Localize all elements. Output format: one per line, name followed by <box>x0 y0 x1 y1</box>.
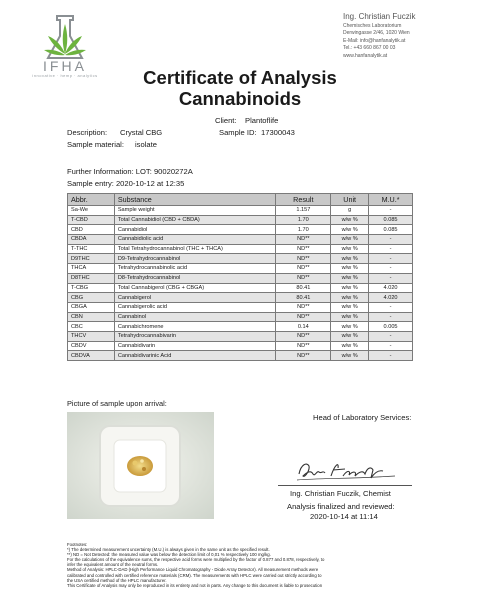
table-row <box>68 351 413 361</box>
abbr-cell: CBG <box>68 293 115 303</box>
unit-cell: g <box>331 206 369 216</box>
footnote-line: the USA certified method of the HPLC manufacturer. <box>67 577 167 583</box>
unit-cell: w/w % <box>331 215 369 225</box>
abbr-cell: CBDA <box>68 235 115 245</box>
substance-cell: Cannabigerolic acid <box>114 302 276 312</box>
table-row <box>68 215 413 225</box>
unit-cell: w/w % <box>331 244 369 254</box>
mu-cell: - <box>369 264 413 274</box>
mu-cell: - <box>369 206 413 216</box>
result-cell: ND** <box>276 273 331 283</box>
abbr-cell: THCA <box>68 264 115 274</box>
substance-cell: D8-Tetrahydrocannabinol <box>114 273 276 283</box>
footnote-line: Method of Analysis: HPLC-DAD (High Performance Liquid Chromatography - Diode Array Detector). All measurement methods were <box>67 567 319 573</box>
substance-cell: Cannabigerol <box>114 293 276 303</box>
result-cell: ND** <box>276 254 331 264</box>
substance-cell: Cannabidiolic acid <box>114 235 276 245</box>
unit-cell: w/w % <box>331 293 369 303</box>
result-cell: ND** <box>276 351 331 361</box>
abbr-cell: CBC <box>68 322 115 332</box>
table-row <box>68 273 413 283</box>
finalized-label: Analysis finalized and reviewed: <box>287 502 395 511</box>
abbr-cell: Sa-We <box>68 206 115 216</box>
head-of-lab-label: Head of Laboratory Services: <box>313 413 412 422</box>
description-value: Crystal CBG <box>120 128 163 137</box>
unit-cell: w/w % <box>331 322 369 332</box>
table-row <box>68 206 413 216</box>
unit-cell: w/w % <box>331 331 369 341</box>
client-label: Client: <box>215 116 237 125</box>
unit-cell: w/w % <box>331 273 369 283</box>
mu-cell: 0.085 <box>369 215 413 225</box>
mu-cell: - <box>369 302 413 312</box>
result-cell: 1.70 <box>276 215 331 225</box>
column-header: Abbr. <box>68 194 115 206</box>
result-cell: 1.157 <box>276 206 331 216</box>
mu-cell: 0.085 <box>369 225 413 235</box>
signature-line <box>278 485 412 486</box>
substance-cell: Cannabinol <box>114 312 276 322</box>
sample-entry: Sample entry: 2020-10-12 at 12:35 <box>67 179 185 188</box>
unit-cell: w/w % <box>331 283 369 293</box>
unit-cell: w/w % <box>331 341 369 351</box>
mu-cell: - <box>369 351 413 361</box>
mu-cell: - <box>369 273 413 283</box>
abbr-cell: CBD <box>68 225 115 235</box>
lab-line: Chemisches Laboratorium <box>343 23 402 29</box>
substance-cell: Cannabidiol <box>114 225 276 235</box>
document-subtitle: Cannabinoids <box>178 88 302 109</box>
table-row <box>68 264 413 274</box>
signer-name: Ing. Christian Fuczik, Chemist <box>290 489 391 498</box>
further-information: Further Information: LOT: 90020272A <box>67 167 193 176</box>
abbr-cell: THCV <box>68 331 115 341</box>
result-cell: ND** <box>276 341 331 351</box>
result-cell: 80.41 <box>276 293 331 303</box>
table-row <box>68 302 413 312</box>
logo-tagline: innovative · hemp · analytics <box>32 73 98 78</box>
result-cell: 1.70 <box>276 225 331 235</box>
lab-line: Tel.: +43 660 867 00 03 <box>343 45 396 52</box>
table-header-row <box>68 194 413 206</box>
abbr-cell: CBN <box>68 312 115 322</box>
abbr-cell: D9THC <box>68 254 115 264</box>
substance-cell: Total Cannabidiol (CBD + CBDA) <box>114 215 276 225</box>
results-table <box>67 193 413 361</box>
result-cell: 0.14 <box>276 322 331 332</box>
footnotes <box>67 542 417 588</box>
result-cell: ND** <box>276 331 331 341</box>
abbr-cell: T-THC <box>68 244 115 254</box>
substance-cell: Cannabichromene <box>114 322 276 332</box>
signature-icon <box>291 456 401 484</box>
lab-line: Derwingasse 2/46, 1020 Wien <box>343 30 410 37</box>
mu-cell: - <box>369 312 413 322</box>
description-label: Description: <box>67 128 108 137</box>
mu-cell: 4.020 <box>369 293 413 303</box>
document-title: Certificate of Analysis <box>143 67 337 88</box>
table-row <box>68 293 413 303</box>
picture-label: Picture of sample upon arrival: <box>67 399 167 408</box>
table-row <box>68 225 413 235</box>
substance-cell: Sample weight <box>114 206 276 216</box>
abbr-cell: D8THC <box>68 273 115 283</box>
substance-cell: D9-Tetrahydrocannabinol <box>114 254 276 264</box>
abbr-cell: T-CBG <box>68 283 115 293</box>
result-cell: ND** <box>276 312 331 322</box>
table-row <box>68 283 413 293</box>
substance-cell: Cannabidivarin <box>114 341 276 351</box>
abbr-cell: CBGA <box>68 302 115 312</box>
sample-id-label: Sample ID: <box>219 128 257 137</box>
unit-cell: w/w % <box>331 235 369 245</box>
column-header: M.U.* <box>369 194 413 206</box>
footnote-line: *) The determined measurement uncertainty (M.U.) is always given in the same unit as the specified result. <box>67 547 270 553</box>
substance-cell: Total Tetrahydrocannabinol (THC + THCA) <box>114 244 276 254</box>
result-cell: ND** <box>276 244 331 254</box>
unit-cell: w/w % <box>331 254 369 264</box>
unit-cell: w/w % <box>331 225 369 235</box>
mu-cell: 4.020 <box>369 283 413 293</box>
unit-cell: w/w % <box>331 312 369 322</box>
sample-id-value: 17300043 <box>261 128 295 137</box>
sample-material-label: Sample material: <box>67 140 124 149</box>
sample-photo <box>67 412 214 519</box>
abbr-cell: T-CBD <box>68 215 115 225</box>
mu-cell: - <box>369 331 413 341</box>
mu-cell: - <box>369 254 413 264</box>
column-header: Substance <box>114 194 276 206</box>
mu-cell: 0.005 <box>369 322 413 332</box>
client-value: Plantoflife <box>245 116 279 125</box>
logo-name: IFHA <box>43 58 87 74</box>
abbr-cell: CBDV <box>68 341 115 351</box>
lab-line: www.hanfanalytik.at <box>343 52 388 59</box>
substance-cell: Tetrahydrocannabinolic acid <box>114 264 276 274</box>
substance-cell: Tetrahydrocannabivarin <box>114 331 276 341</box>
table-row <box>68 322 413 332</box>
finalized-date: 2020-10-14 at 11:14 <box>310 512 378 521</box>
footnote-line: Footnotes: <box>67 542 88 547</box>
abbr-cell: CBDVA <box>68 351 115 361</box>
mu-cell: - <box>369 235 413 245</box>
mu-cell: - <box>369 244 413 254</box>
footnote-line: This Certificate of Analysis may only be reproduced in its entirety and not in parts. Any change to this document is liable to prosecution <box>67 582 323 588</box>
footnote-line: For the calculations of the equivalence sums, the respective acid forms were multiplied by the factor of 0.877 and 0.878, respectively, to <box>67 557 325 563</box>
footnote-line: calibrated and controlled with certified reference materials (CRM). The measurements with HPLC were carried out strictly according to <box>67 572 322 578</box>
sample-material-value: isolate <box>135 140 157 149</box>
unit-cell: w/w % <box>331 302 369 312</box>
lab-name: Ing. Christian Fuczik <box>343 12 416 21</box>
table-row <box>68 312 413 322</box>
result-cell: ND** <box>276 235 331 245</box>
footnote-line: infer the equivalent amount of the neutral forms. <box>67 562 159 568</box>
lab-line: E-Mail: info@hanfanalytik.at <box>343 37 406 44</box>
result-cell: ND** <box>276 302 331 312</box>
column-header: Result <box>276 194 331 206</box>
result-cell: 80.41 <box>276 283 331 293</box>
lab-address <box>343 12 415 60</box>
table-row <box>68 244 413 254</box>
table-row <box>68 254 413 264</box>
unit-cell: w/w % <box>331 264 369 274</box>
footnote-line: **) ND = Not Detected: the measured value was below the detection limit of 0,01 % respectively 100 mg/kg. <box>67 552 271 558</box>
mu-cell: - <box>369 341 413 351</box>
result-cell: ND** <box>276 264 331 274</box>
unit-cell: w/w % <box>331 351 369 361</box>
substance-cell: Total Cannabigerol (CBG + CBGA) <box>114 283 276 293</box>
table-row <box>68 341 413 351</box>
substance-cell: Cannabidivarinic Acid <box>114 351 276 361</box>
table-row <box>68 235 413 245</box>
column-header: Unit <box>331 194 369 206</box>
table-row <box>68 331 413 341</box>
